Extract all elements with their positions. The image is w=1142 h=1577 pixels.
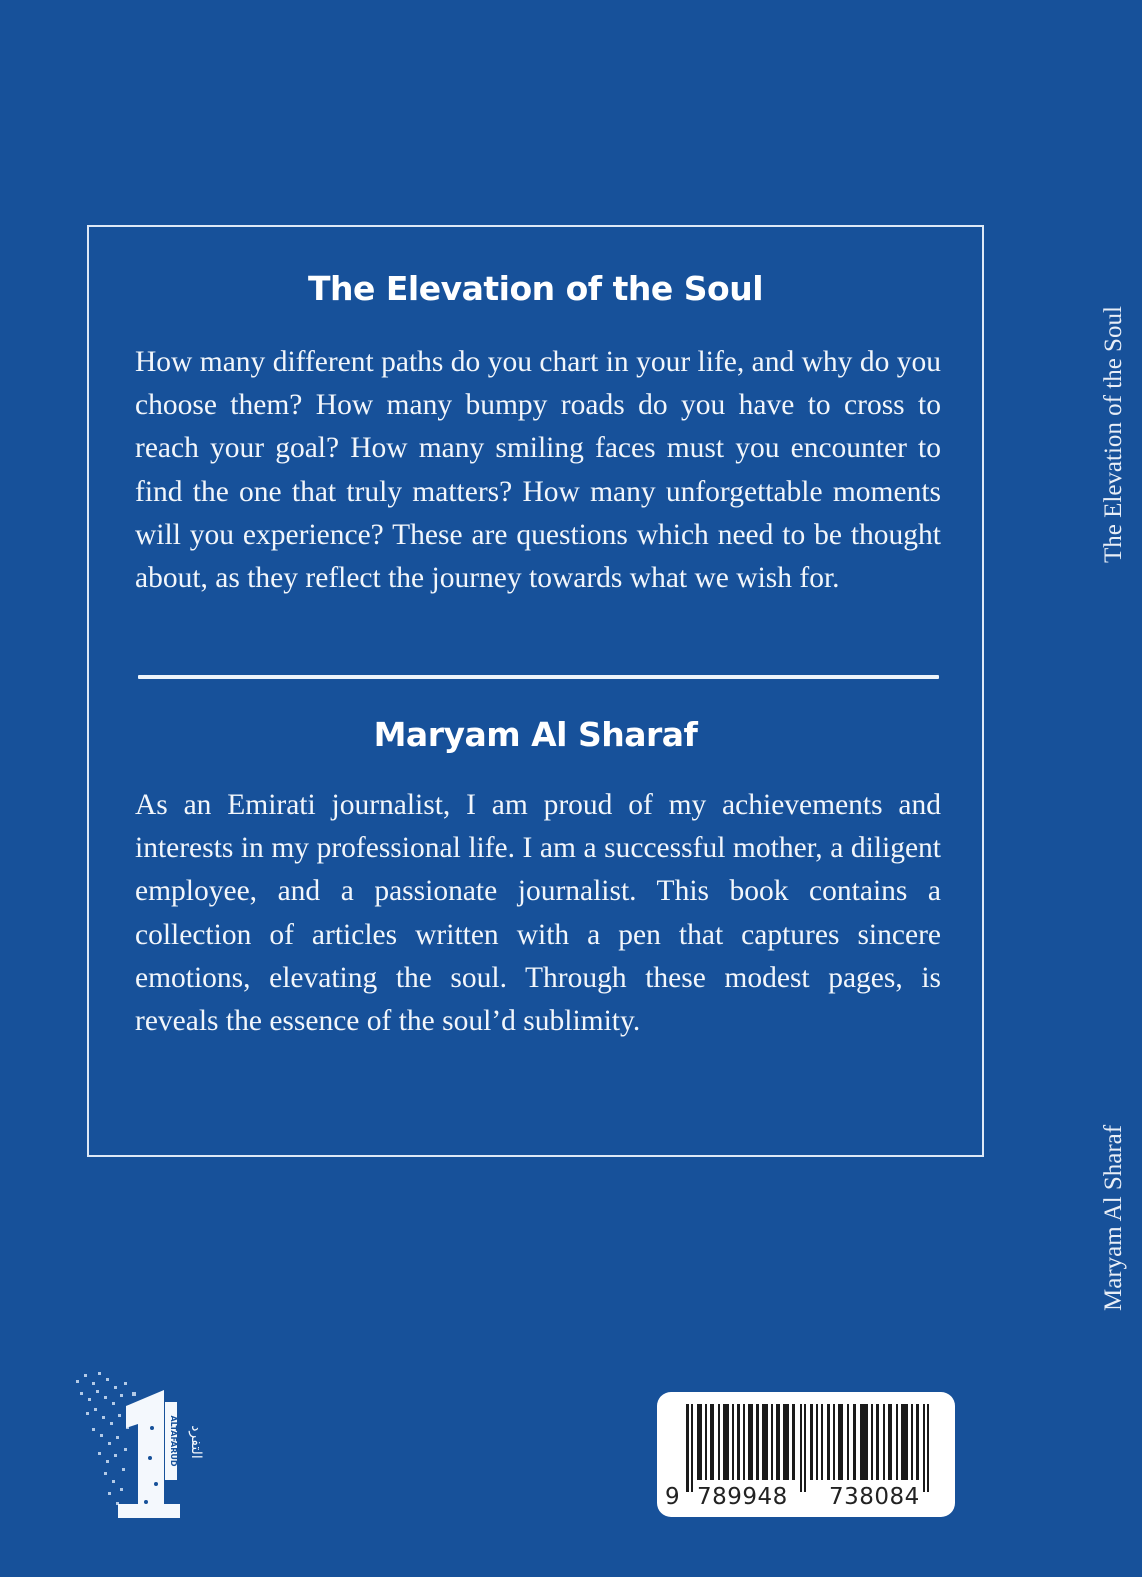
author-bio-text: As an Emirati journalist, I am proud of my achievements and interests in my professional life. I am a successful mother, a diligent employee, and a passionate journalist. This book contains a collection of articles written with a pen that captures sincere emotions, elevating the soul. Through these modest pages, is reveals the essence of the soul’d sublimity.: [135, 789, 941, 1038]
svg-text:ALTAFARUD: ALTAFARUD: [169, 1415, 178, 1467]
isbn-barcode: [657, 1392, 955, 1517]
description-panel: [87, 225, 984, 1157]
isbn-prefix-digit: 9: [665, 1484, 681, 1510]
section-divider: [138, 675, 939, 679]
isbn-group-2: 738084: [829, 1484, 920, 1510]
isbn-group-1: 789948: [697, 1484, 788, 1510]
spine-author: Maryam Al Sharaf: [1100, 1124, 1127, 1311]
publisher-logo: [68, 1362, 218, 1522]
spine-title: The Elevation of the Soul: [1100, 306, 1127, 563]
numeral-one-pixelated-logo-icon: [68, 1362, 218, 1522]
synopsis-text: How many different paths do you chart in your life, and why do you choose them? How many bumpy roads do you have to cross to reach your goal? How many smiling faces must you encounter to find the one that truly matters? How many unforgettable moments will you experience? These are questions which need to be thought about, as they reflect the journey towards what we wish for.: [135, 346, 941, 595]
book-title: The Elevation of the Soul: [307, 269, 764, 308]
svg-text:التفرد: التفرد: [188, 1425, 204, 1459]
author-heading: Maryam Al Sharaf: [373, 715, 698, 754]
